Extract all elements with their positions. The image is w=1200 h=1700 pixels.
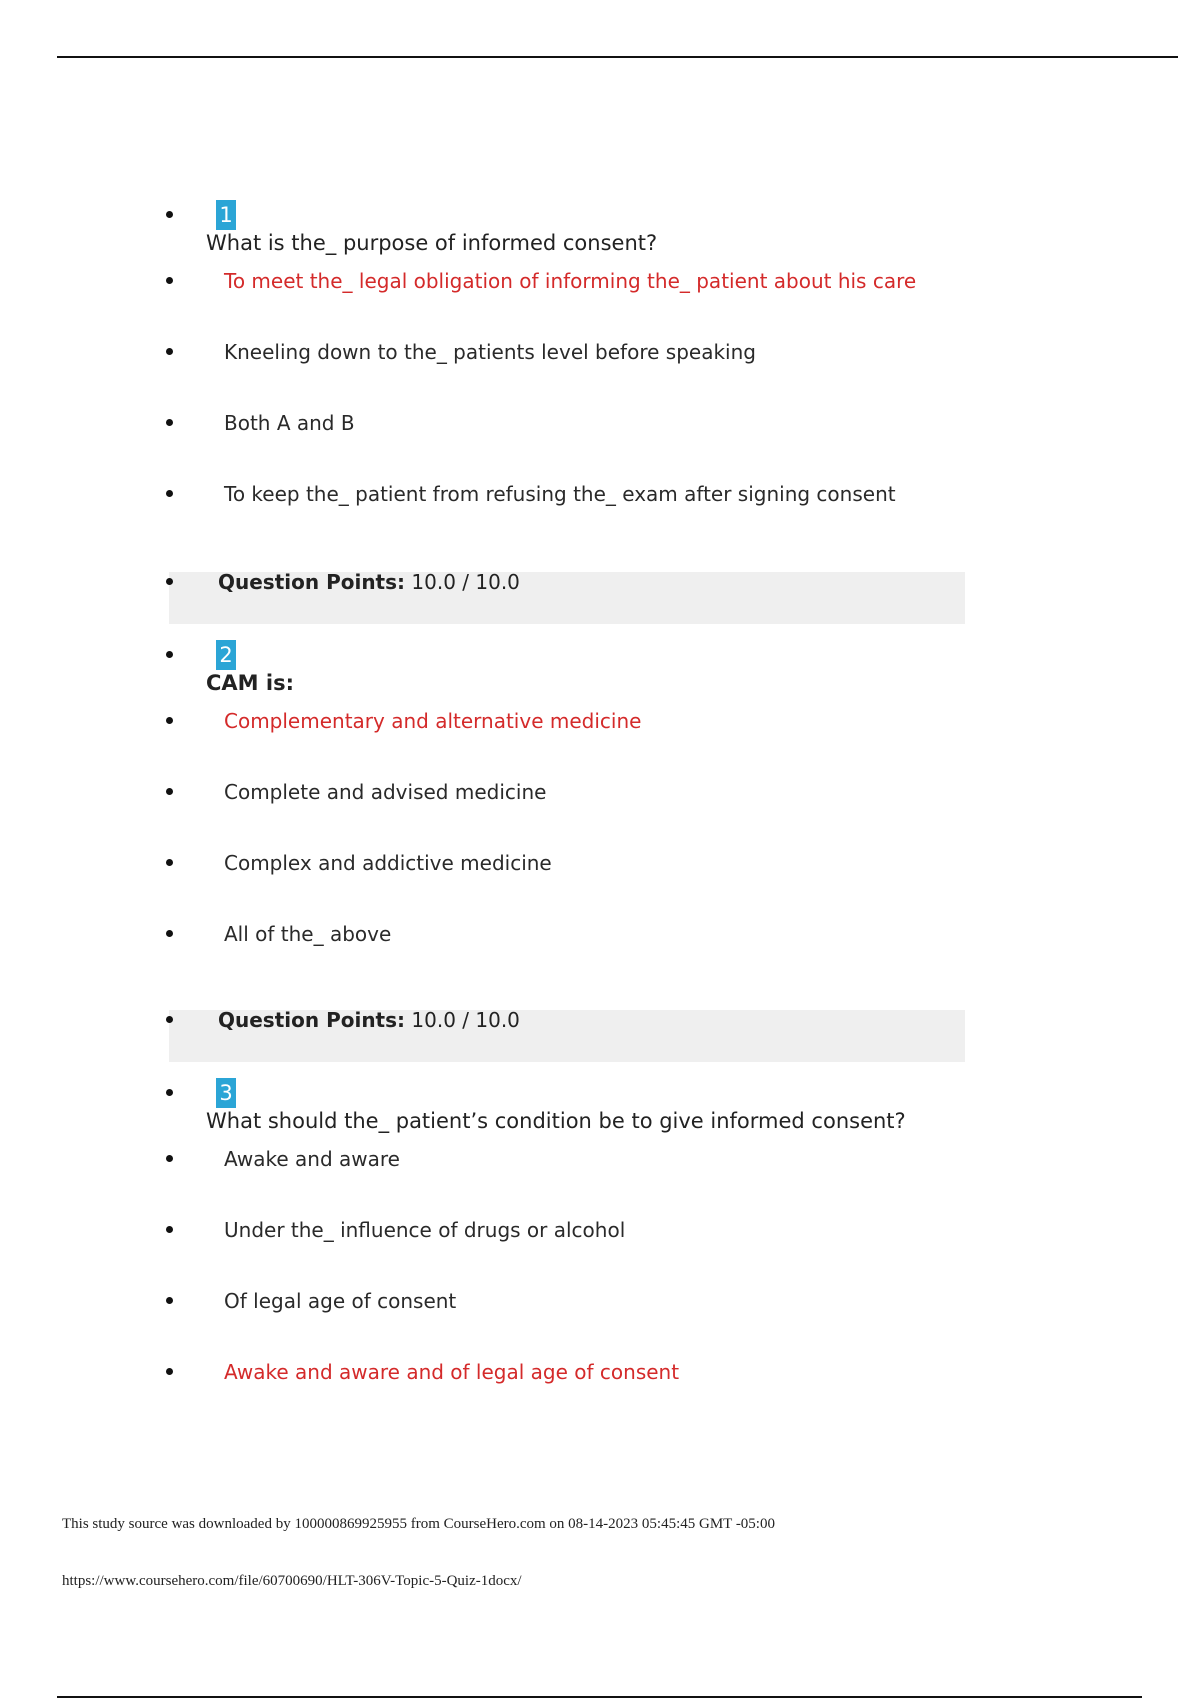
answer-option[interactable]: Under the_ influence of drugs or alcohol xyxy=(224,1218,626,1242)
bullet xyxy=(166,859,173,866)
bullet xyxy=(166,1297,173,1304)
bullet xyxy=(166,1226,173,1233)
question-points xyxy=(218,568,520,596)
bullet xyxy=(166,717,173,724)
question-text: What should the_ patient’s condition be to give informed consent? xyxy=(206,1109,906,1133)
bullet xyxy=(166,1368,173,1375)
bullet xyxy=(166,1155,173,1162)
answer-option[interactable]: Kneeling down to the_ patients level before speaking xyxy=(224,340,756,364)
answer-option-correct[interactable]: Awake and aware and of legal age of consent xyxy=(224,1360,680,1384)
answer-option[interactable]: All of the_ above xyxy=(224,922,392,946)
points-value: 10.0 / 10.0 xyxy=(411,1008,520,1032)
bullet xyxy=(166,651,173,658)
bullet xyxy=(166,578,173,585)
bullet xyxy=(166,348,173,355)
bullet xyxy=(166,419,173,426)
points-value: 10.0 / 10.0 xyxy=(411,570,520,594)
points-label: Question Points: xyxy=(218,570,406,594)
answer-option[interactable]: Of legal age of consent xyxy=(224,1289,457,1313)
question-number-badge: 2 xyxy=(216,640,236,670)
bullet xyxy=(166,930,173,937)
bullet xyxy=(166,277,173,284)
question-text: What is the_ purpose of informed consent? xyxy=(206,231,658,255)
question-number-badge: 3 xyxy=(216,1078,236,1108)
answer-option[interactable]: Complete and advised medicine xyxy=(224,780,547,804)
bullet xyxy=(166,1089,173,1096)
question-number-badge: 1 xyxy=(216,200,236,230)
top-rule xyxy=(57,56,1178,58)
answer-option-correct[interactable]: To meet the_ legal obligation of informing the_ patient about his care xyxy=(224,269,917,293)
points-label: Question Points: xyxy=(218,1008,406,1032)
question-text: CAM is: xyxy=(206,671,294,695)
bullet xyxy=(166,490,173,497)
answer-option[interactable]: To keep the_ patient from refusing the_ exam after signing consent xyxy=(224,482,896,506)
bullet xyxy=(166,788,173,795)
answer-option-correct[interactable]: Complementary and alternative medicine xyxy=(224,709,642,733)
answer-option[interactable]: Awake and aware xyxy=(224,1147,400,1171)
bullet xyxy=(166,211,173,218)
download-source-note: This study source was downloaded by 100000869925955 from CourseHero.com on 08-14-2023 05:45:45 GMT -05:00 xyxy=(62,1516,775,1532)
question-points xyxy=(218,1006,520,1034)
bullet xyxy=(166,1016,173,1023)
answer-option[interactable]: Complex and addictive medicine xyxy=(224,851,552,875)
bottom-rule xyxy=(57,1696,1142,1698)
answer-option[interactable]: Both A and B xyxy=(224,411,355,435)
source-url[interactable]: https://www.coursehero.com/file/60700690/HLT-306V-Topic-5-Quiz-1docx/ xyxy=(62,1573,522,1589)
